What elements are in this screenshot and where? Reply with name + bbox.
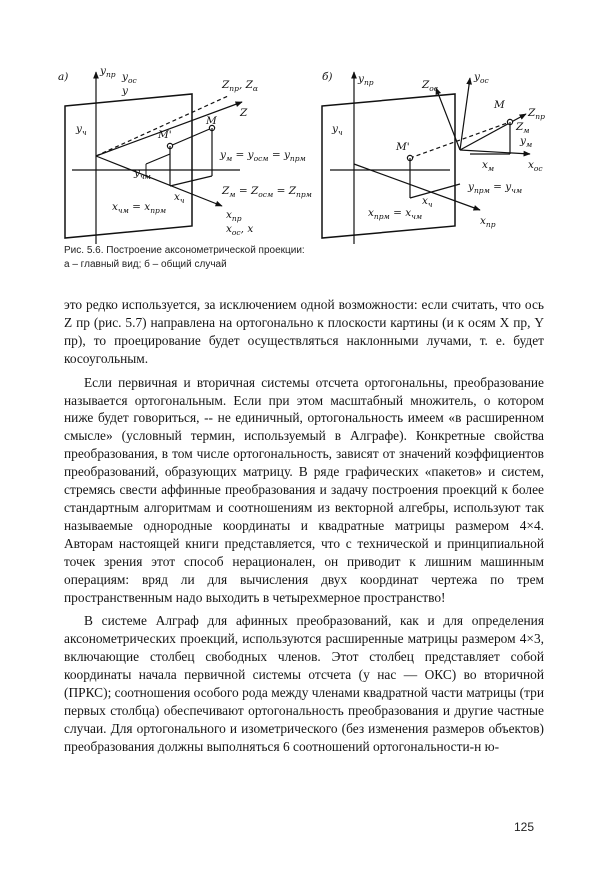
svg-text:xос: $x_{ос}$ bbox=[528, 159, 543, 173]
caption-title: Рис. 5.6. Построение аксонометрической проекции: bbox=[64, 245, 305, 256]
svg-text:yпр: $y_{пр}$ bbox=[100, 65, 116, 79]
svg-text:xпр: $x_{пр}$ bbox=[226, 209, 242, 223]
caption-subtitle: а – главный вид; б – общий случай bbox=[64, 258, 227, 270]
axis-x-os-b bbox=[460, 150, 530, 154]
picture-plane-a bbox=[65, 94, 192, 238]
paragraph: В системе Алграф для афинных преобразований, как и для определения аксонометрических проекций, используются расширенные матрицы размером 4×3, включающие столбец свободных членов. Этот столбец представляет собой координаты начала первичной системы отсчета (у нас — ОКС) во вторичной (ПРКС); соотношения особого рода между членами квадратной части матрицы (три первых столбца) обеспечивают ортогональность преобразования и другие частные случаи. Для ортогонального и изометрического (без изменения размеров объектов) преобразования должны выполняться 6 соотношений ортогональности-н ю- bbox=[64, 613, 544, 754]
base-line-b bbox=[410, 184, 460, 198]
svg-text:y: y bbox=[122, 85, 128, 97]
page-number: 125 bbox=[514, 820, 535, 834]
svg-text:M': M' bbox=[396, 141, 410, 153]
projector-a bbox=[170, 128, 212, 146]
svg-text:Zм = Zосм = Zпрм: $Z_м = Z_{осм} = Z_{прм}$ bbox=[222, 185, 312, 199]
paragraph: Если первичная и вторичная системы отсчета ортогональны, преобразование называется ортогональным. Если при этом масштабный множитель, о котором ниже будет говориться, -- не единичный, ортогональность имеем «в расширенном смысле» (условный термин, используемый в Алграфе). Конкретные свойства преобразования, в том числе ортогональность, зависят от значений коэффициентов преобразований, образующих матрицу. В ряде графических «пакетов» и систем, стремясь свести аффинные преобразования и задачу построения проекций к более стандартным алгоритмам и соотношениям из векторной алгебры, используют так называемые однородные координаты и квадратные матрицы размером 4×4. Авторам настоящей книги представляется, что с технической и принципиальной точек зрения этот способ нерационален, он приводит к лишним машинным операциям: вряд ли для вычисления двух координат чертежа по трем пространственным надо выходить в четырехмерное пространство! bbox=[64, 374, 544, 605]
svg-text:yчм: $y_{чм}$ bbox=[134, 167, 151, 181]
axonometric-diagram bbox=[50, 58, 570, 254]
svg-text:yос: $y_{ос}$ bbox=[122, 71, 137, 85]
svg-text:Zос: $Z_{ос}$ bbox=[422, 79, 439, 93]
figure-5-6 bbox=[50, 58, 570, 254]
svg-text:yм = yосм = yпрм: $y_м = y_{осм} = y_{прм}$ bbox=[220, 149, 306, 163]
paragraph: это редко используется, за исключением одной возможности: если считать, что ось Z пр (рис. 5.7) направлена на ортогонально к плоскости картины (и к осям X пр, Y пр), то проецирование будет осуществляться наклонными лучами, т. е. будет косоугольным. bbox=[64, 297, 544, 366]
svg-text:yч: $y_ч$ bbox=[76, 123, 87, 137]
figure-caption bbox=[64, 244, 544, 271]
svg-text:Zпр, Zα: $Z_{пр}$, $Z_\alpha$ bbox=[222, 79, 258, 93]
svg-text:yпр: $y_{пр}$ bbox=[358, 73, 374, 87]
svg-text:M: M bbox=[206, 115, 217, 127]
axis-y-os-b bbox=[460, 78, 470, 150]
svg-text:xчм = xпрм: $x_{чм} = x_{прм}$ bbox=[112, 201, 167, 215]
svg-text:xпр: $x_{пр}$ bbox=[480, 215, 496, 229]
svg-text:M': M' bbox=[158, 129, 172, 141]
svg-text:Zм: $Z_м$ bbox=[516, 121, 530, 135]
svg-text:yос: $y_{ос}$ bbox=[474, 71, 489, 85]
panel-a-tag: а) bbox=[58, 71, 69, 83]
svg-text:xм: $x_м$ bbox=[482, 159, 495, 173]
panel-a bbox=[65, 72, 242, 244]
svg-text:xпрм = xчм: $x_{прм} = x_{чм}$ bbox=[368, 207, 423, 221]
base-line-a bbox=[170, 176, 212, 186]
svg-text:Z: Z bbox=[240, 107, 248, 119]
svg-text:M: M bbox=[494, 99, 505, 111]
panel-b-tag: б) bbox=[322, 71, 333, 83]
svg-text:xч: $x_ч$ bbox=[174, 191, 185, 205]
panel-b bbox=[322, 72, 533, 244]
svg-text:yч: $y_ч$ bbox=[332, 123, 343, 137]
axis-x-pr-b bbox=[354, 164, 480, 210]
svg-text:xос, x: $x_{ос}$, x bbox=[226, 223, 254, 237]
svg-text:xч: $x_ч$ bbox=[422, 195, 433, 209]
axis-x-pr-a bbox=[96, 156, 222, 206]
svg-text:yпрм = yчм: $y_{прм} = y_{чм}$ bbox=[468, 181, 523, 195]
ych-line-a bbox=[146, 154, 170, 164]
svg-text:Zпр: $Z_{пр}$ bbox=[528, 107, 545, 121]
svg-text:yм: $y_м$ bbox=[520, 135, 533, 149]
body-text bbox=[64, 296, 544, 762]
